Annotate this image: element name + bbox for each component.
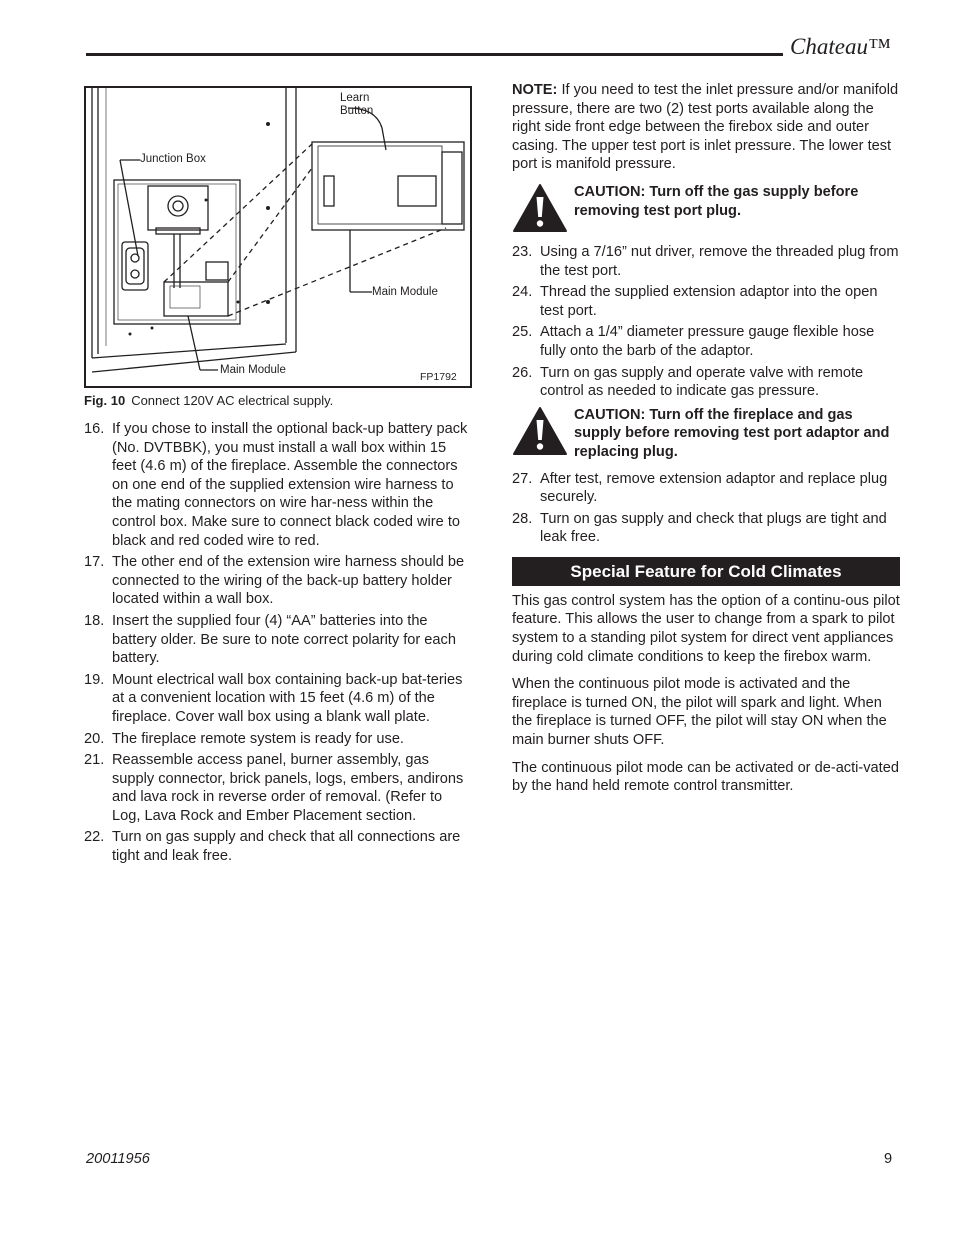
- step-item: [512, 243, 900, 280]
- caution-text-1: CAUTION: Turn off the gas supply before removing test port plug.: [574, 183, 859, 219]
- label-learn-button-2: Button: [340, 105, 374, 117]
- section-paragraph: When the continuous pilot mode is activated and the fireplace is turned ON, the pilot will spark and light. When the fireplace is turned OFF, the pilot will stay ON when the main burner shuts OFF.: [512, 676, 887, 749]
- step-text: Using a 7/16” nut driver, remove the threaded plug from the test port.: [540, 243, 899, 279]
- step-text: Insert the supplied four (4) “AA” batteries into the battery older. Be sure to note correct polarity for each battery.: [112, 612, 456, 667]
- right-step-list-b: [512, 470, 900, 547]
- step-item: [84, 671, 472, 727]
- step-text: Reassemble access panel, burner assembly, gas supply connector, brick panels, logs, embers, andirons and lava rock in reverse order of removal. (Refer to Log, Lava Rock and Ember Placement section.: [112, 752, 464, 824]
- section-paragraph: This gas control system has the option of a continu-ous pilot feature. This allows the user to change from a spark to pilot system to a standing pilot system for direct vent appliances during cold climate conditions to keep the firebox warm.: [512, 592, 900, 665]
- step-text: Attach a 1/4” diameter pressure gauge flexible hose fully onto the barb of the adaptor.: [540, 324, 875, 359]
- step-number: 25.: [512, 324, 533, 341]
- left-column: [84, 86, 472, 869]
- label-main-module-bottom: Main Module: [220, 364, 286, 376]
- step-number: 28.: [512, 510, 533, 527]
- note-label: NOTE:: [512, 82, 558, 98]
- step-number: 20.: [84, 730, 105, 747]
- figure-caption-number: Fig. 10: [84, 393, 126, 408]
- step-item: [512, 364, 900, 401]
- step-text: Turn on gas supply and check that all connections are tight and leak free.: [112, 829, 461, 865]
- step-item: [84, 828, 472, 865]
- step-text: Turn on gas supply and check that plugs are tight and leak free.: [540, 510, 887, 546]
- caution-block-1: [512, 183, 900, 235]
- label-main-module-right: Main Module: [372, 286, 438, 298]
- warning-triangle-icon: [512, 406, 568, 456]
- figure-caption: [84, 393, 472, 408]
- step-item: [84, 420, 472, 550]
- step-number: 27.: [512, 470, 533, 487]
- step-text: Thread the supplied extension adaptor into the open test port.: [540, 284, 878, 319]
- right-column: [512, 81, 900, 805]
- label-junction-box: Junction Box: [140, 153, 206, 165]
- note-paragraph: [512, 81, 900, 174]
- note-text: If you need to test the inlet pressure and/or manifold pressure, there are two (2) test ports available along the right side front edge between the firebox side and outer casing. The upper test port is inlet pressure. The lower test port is manifold pressure.: [512, 82, 899, 173]
- right-step-list-a: [512, 243, 900, 401]
- brand-title: Chateau™: [790, 34, 891, 59]
- step-number: 21.: [84, 752, 105, 769]
- step-number: 22.: [84, 829, 105, 846]
- section-paragraph: The continuous pilot mode can be activated or de-acti-vated by the hand held remote control transmitter.: [512, 759, 899, 795]
- figure-caption-text: Connect 120V AC electrical supply.: [131, 393, 334, 408]
- step-item: [84, 730, 472, 749]
- step-text: Mount electrical wall box containing back-up bat-teries at a convenient location with 15 feet (4.6 m) of the fireplace. Cover wall box using a blank wall plate.: [112, 671, 463, 725]
- footer-page-number: 9: [884, 1151, 893, 1167]
- section-heading-cold-climates: Special Feature for Cold Climates: [512, 557, 900, 586]
- step-number: 26.: [512, 364, 533, 381]
- step-text: Turn on gas supply and operate valve with remote control as needed to indicate gas pressure.: [540, 364, 864, 400]
- header-rule: [86, 53, 783, 56]
- warning-triangle-icon: [512, 183, 568, 233]
- figure-fireplace-wiring: [84, 86, 472, 388]
- step-text: After test, remove extension adaptor and replace plug securely.: [540, 470, 888, 506]
- step-item: [84, 751, 472, 825]
- step-item: [512, 283, 900, 320]
- step-item: [512, 470, 900, 507]
- step-number: 23.: [512, 243, 533, 260]
- step-item: [512, 323, 900, 360]
- step-text: The other end of the extension wire harness should be connected to the wiring of the back-up battery holder located within a wall box.: [112, 554, 465, 608]
- step-number: 18.: [84, 612, 105, 629]
- left-step-list: [84, 420, 472, 866]
- footer-doc-number: 20011956: [86, 1151, 150, 1167]
- fireplace-wiring-illustration: [86, 88, 470, 386]
- step-item: [512, 510, 900, 547]
- caution-block-2: [512, 406, 900, 462]
- step-text: The fireplace remote system is ready for use.: [112, 730, 404, 747]
- caution-text-2: CAUTION: Turn off the fireplace and gas supply before removing test port adaptor and replacing plug.: [574, 406, 890, 460]
- step-number: 16.: [84, 421, 105, 437]
- step-number: 19.: [84, 671, 105, 688]
- step-number: 24.: [512, 284, 533, 301]
- step-item: [84, 612, 472, 668]
- label-figure-code: FP1792: [420, 371, 457, 383]
- label-learn-button-1: Learn: [340, 92, 370, 104]
- step-number: 17.: [84, 554, 105, 571]
- step-item: [84, 553, 472, 609]
- step-text: If you chose to install the optional back-up battery pack (No. DVTBBK), you must install a wall box within 15 feet (4.6 m) of the fireplace. Assemble the connectors on one end of the supplied extension wire harness to the mating connectors on wire har-ness within the control box. Make sure to connect black coded wire to black and red coded wire to red.: [112, 421, 468, 549]
